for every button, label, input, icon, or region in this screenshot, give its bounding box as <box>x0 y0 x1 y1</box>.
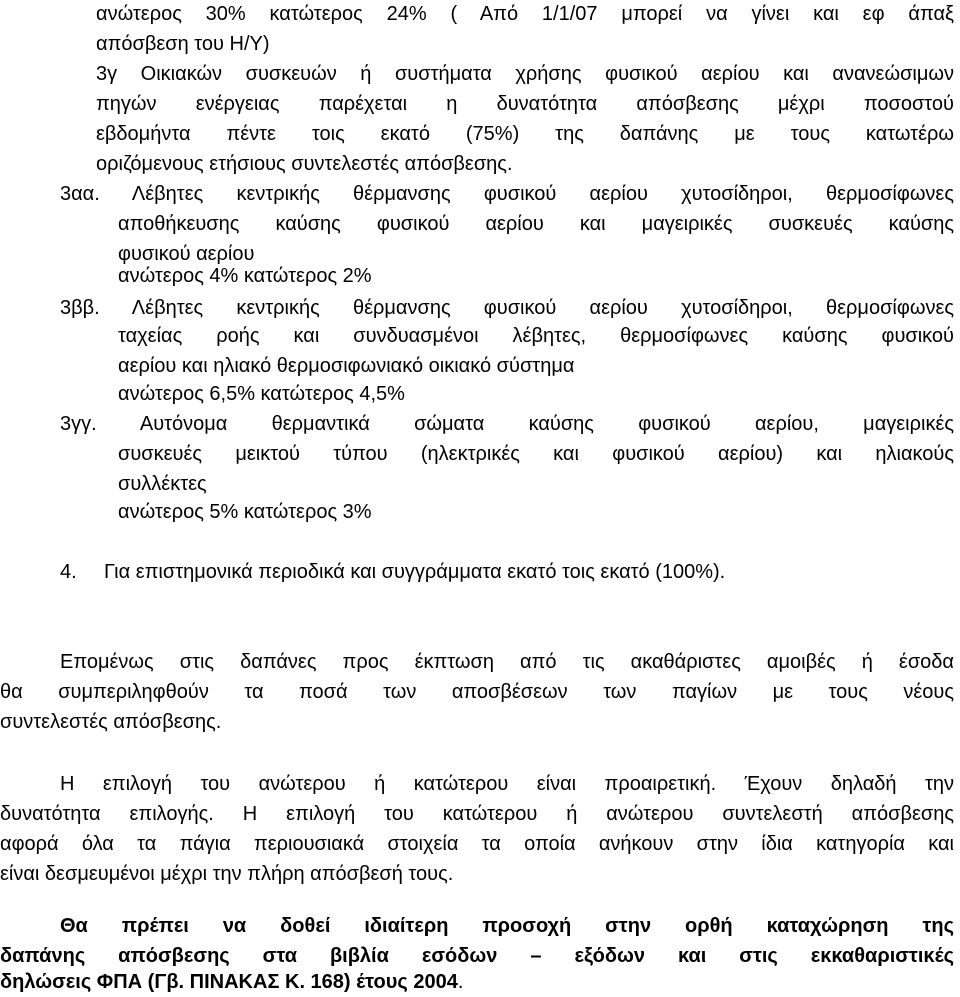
text-line: φυσικού αερίου <box>118 243 255 265</box>
paragraph-line: συντελεστές απόσβεσης. <box>0 711 222 733</box>
rate-line: ανώτερος 5% κατώτερος 3% <box>118 501 372 523</box>
rate-line: ανώτερος 6,5% κατώτερος 4,5% <box>118 383 405 405</box>
text-line: εβδομήντα πέντε τοις εκατό (75%) της δαπάνης με τους κατωτέρω <box>96 123 954 145</box>
rate-line: ανώτερος 4% κατώτερος 2% <box>118 265 372 287</box>
text-line: 3αα. Λέβητες κεντρικής θέρμανσης φυσικού αερίου χυτοσίδηροι, θερμοσίφωνες <box>60 183 954 205</box>
paragraph-line: αφορά όλα τα πάγια περιουσιακά στοιχεία τα οποία ανήκουν στην ίδια κατηγορία και <box>0 833 954 855</box>
text-line: ανώτερος 30% κατώτερος 24% ( Από 1/1/07 μπορεί να γίνει και εφ άπαξ <box>96 3 954 25</box>
paragraph-line: θα συμπεριληφθούν τα ποσά των αποσβέσεων των παγίων με τους νέους <box>0 681 954 703</box>
emphasis-line: Θα πρέπει να δοθεί ιδιαίτερη προσοχή στην ορθή καταχώρηση της <box>60 915 954 937</box>
text-line: συλλέκτες <box>118 473 207 495</box>
emphasis-text: δηλώσεις ΦΠΑ (Γβ. ΠΙΝΑΚΑΣ Κ. 168) έτους 2004 <box>0 971 458 993</box>
paragraph-line: δυνατότητα επιλογής. Η επιλογή του κατώτερου ή ανώτερου συντελεστή απόσβεσης <box>0 803 954 825</box>
list-item-text: Για επιστημονικά περιοδικά και συγγράμματα εκατό τοις εκατό (100%). <box>104 561 726 583</box>
text-line: αερίου και ηλιακό θερμοσιφωνιακό οικιακό σύστημα <box>118 355 575 377</box>
text-line: 3γ Οικιακών συσκευών ή συστήματα χρήσης φυσικού αερίου και ανανεώσιμων <box>96 63 954 85</box>
text-line: πηγών ενέργειας παρέχεται η δυνατότητα απόσβεσης μέχρι ποσοστού <box>96 93 954 115</box>
text-line: συσκευές μεικτού τύπου (ηλεκτρικές και φυσικού αερίου) και ηλιακούς <box>118 443 954 465</box>
emphasis-line: δαπάνης απόσβεσης στα βιβλία εσόδων – εξόδων και στις εκκαθαριστικές <box>0 945 954 967</box>
emphasis-line-last <box>0 970 463 994</box>
paragraph-line: είναι δεσμευμένοι μέχρι την πλήρη απόσβεσή τους. <box>0 863 454 885</box>
text-line: ταχείας ροής και συνδυασμένοι λέβητες, θερμοσίφωνες καύσης φυσικού <box>118 325 954 347</box>
paragraph-line: Επομένως στις δαπάνες προς έκπτωση από τις ακαθάριστες αμοιβές ή έσοδα <box>60 651 954 673</box>
paragraph-line: Η επιλογή του ανώτερου ή κατώτερου είναι προαιρετική. Έχουν δηλαδή την <box>60 773 954 795</box>
text-line: 3γγ. Αυτόνομα θερμαντικά σώματα καύσης φυσικού αερίου, μαγειρικές <box>60 413 954 435</box>
list-number: 4. <box>60 561 77 583</box>
final-period: . <box>457 971 464 993</box>
text-line: απόσβεση του Η/Υ) <box>96 33 270 55</box>
text-line: αποθήκευσης καύσης φυσικού αερίου και μαγειρικές συσκευές καύσης <box>118 213 954 235</box>
text-line: οριζόμενους ετήσιους συντελεστές απόσβεσης. <box>96 153 513 175</box>
text-line: 3ββ. Λέβητες κεντρικής θέρμανσης φυσικού αερίου χυτοσίδηροι, θερμοσίφωνες <box>60 297 954 319</box>
